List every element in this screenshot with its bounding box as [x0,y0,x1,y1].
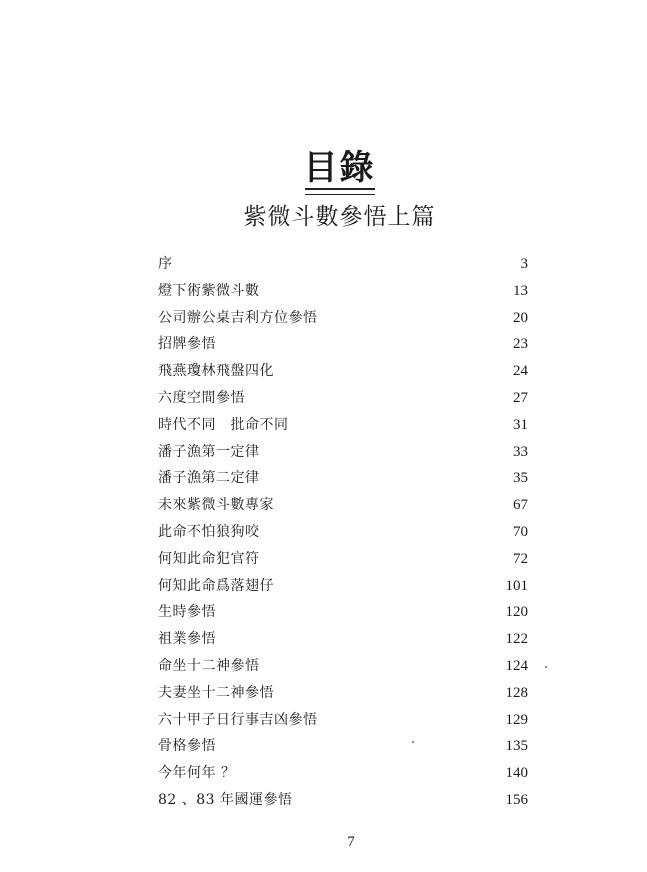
toc-entry-page: 33 [513,443,528,460]
toc-entry [158,439,528,466]
toc-entry-title: 六十甲子日行事吉凶參悟 [158,711,318,728]
toc-entry-title: 命坐十二神參悟 [158,657,260,674]
table-of-contents [158,251,528,814]
toc-entry-title: 今年何年 ？ [158,765,236,782]
toc-entry-page: 135 [505,738,528,755]
section-subtitle: 紫微斗數參悟上篇 [243,204,436,230]
toc-entry-page: 120 [505,604,528,621]
toc-entry-page: 124 [505,657,528,674]
toc-entry [158,733,528,760]
toc-entry-title: 82 、83 年國運參悟 [158,791,293,808]
toc-entry [158,546,528,573]
toc-entry-page: 27 [513,389,528,406]
toc-entry-page: 72 [513,550,528,567]
toc-entry-title: 時代不同 批命不同 [158,416,289,433]
toc-entry [158,305,528,332]
toc-entry-page: 140 [505,765,528,782]
toc-entry [158,573,528,600]
toc-entry-title: 骨格參悟 [158,738,216,755]
toc-entry [158,519,528,546]
toc-entry [158,653,528,680]
toc-entry-title: 六度空間參悟 [158,389,245,406]
toc-entry-title: 招牌參悟 [158,336,216,353]
page-number: 7 [347,834,355,850]
toc-entry [158,599,528,626]
toc-entry [158,412,528,439]
toc-entry [158,680,528,707]
toc-entry-page: 122 [505,631,528,648]
toc-entry-title: 此命不怕狼狗咬 [158,523,260,540]
toc-entry [158,278,528,305]
toc-entry-page: 3 [520,256,528,272]
toc-entry-page: 20 [513,309,528,326]
toc-entry-page: 31 [513,416,528,433]
toc-entry-title: 夫妻坐十二神參悟 [158,684,274,701]
scan-speck [412,741,414,743]
toc-entry-page: 23 [513,336,528,353]
toc-entry-page: 128 [505,684,528,701]
toc-entry [158,251,528,278]
toc-entry [158,626,528,653]
toc-entry [158,465,528,492]
toc-entry-title: 序 [158,256,173,272]
toc-entry [158,707,528,734]
toc-entry-page: 70 [513,523,528,540]
toc-entry [158,358,528,385]
toc-entry-title: 未來紫微斗數專家 [158,497,274,514]
toc-entry-page: 13 [513,282,528,299]
toc-entry-title: 何知此命爲落翅仔 [158,577,274,594]
toc-entry [158,385,528,412]
toc-entry-title: 何知此命犯官符 [158,550,260,567]
toc-entry-page: 24 [513,363,528,380]
scan-speck [545,666,547,668]
toc-entry [158,760,528,787]
toc-entry-page: 67 [513,497,528,514]
toc-entry-title: 飛燕瓊林飛盤四化 [158,363,274,380]
toc-entry-page: 35 [513,470,528,487]
toc-entry-title: 燈下術紫微斗數 [158,282,260,299]
toc-entry-title: 祖業參悟 [158,631,216,648]
toc-entry-page: 156 [505,791,528,808]
toc-entry [158,492,528,519]
toc-entry-title: 公司辦公桌吉利方位參悟 [158,309,318,326]
toc-entry-title: 潘子漁第二定律 [158,470,260,487]
page-title: 目錄 [303,148,376,188]
toc-entry [158,787,528,814]
toc-entry [158,331,528,358]
toc-entry-title: 潘子漁第一定律 [158,443,260,460]
toc-entry-page: 129 [505,711,528,728]
toc-entry-title: 生時參悟 [158,604,216,621]
title-underline [305,188,375,195]
toc-entry-page: 101 [505,577,528,594]
